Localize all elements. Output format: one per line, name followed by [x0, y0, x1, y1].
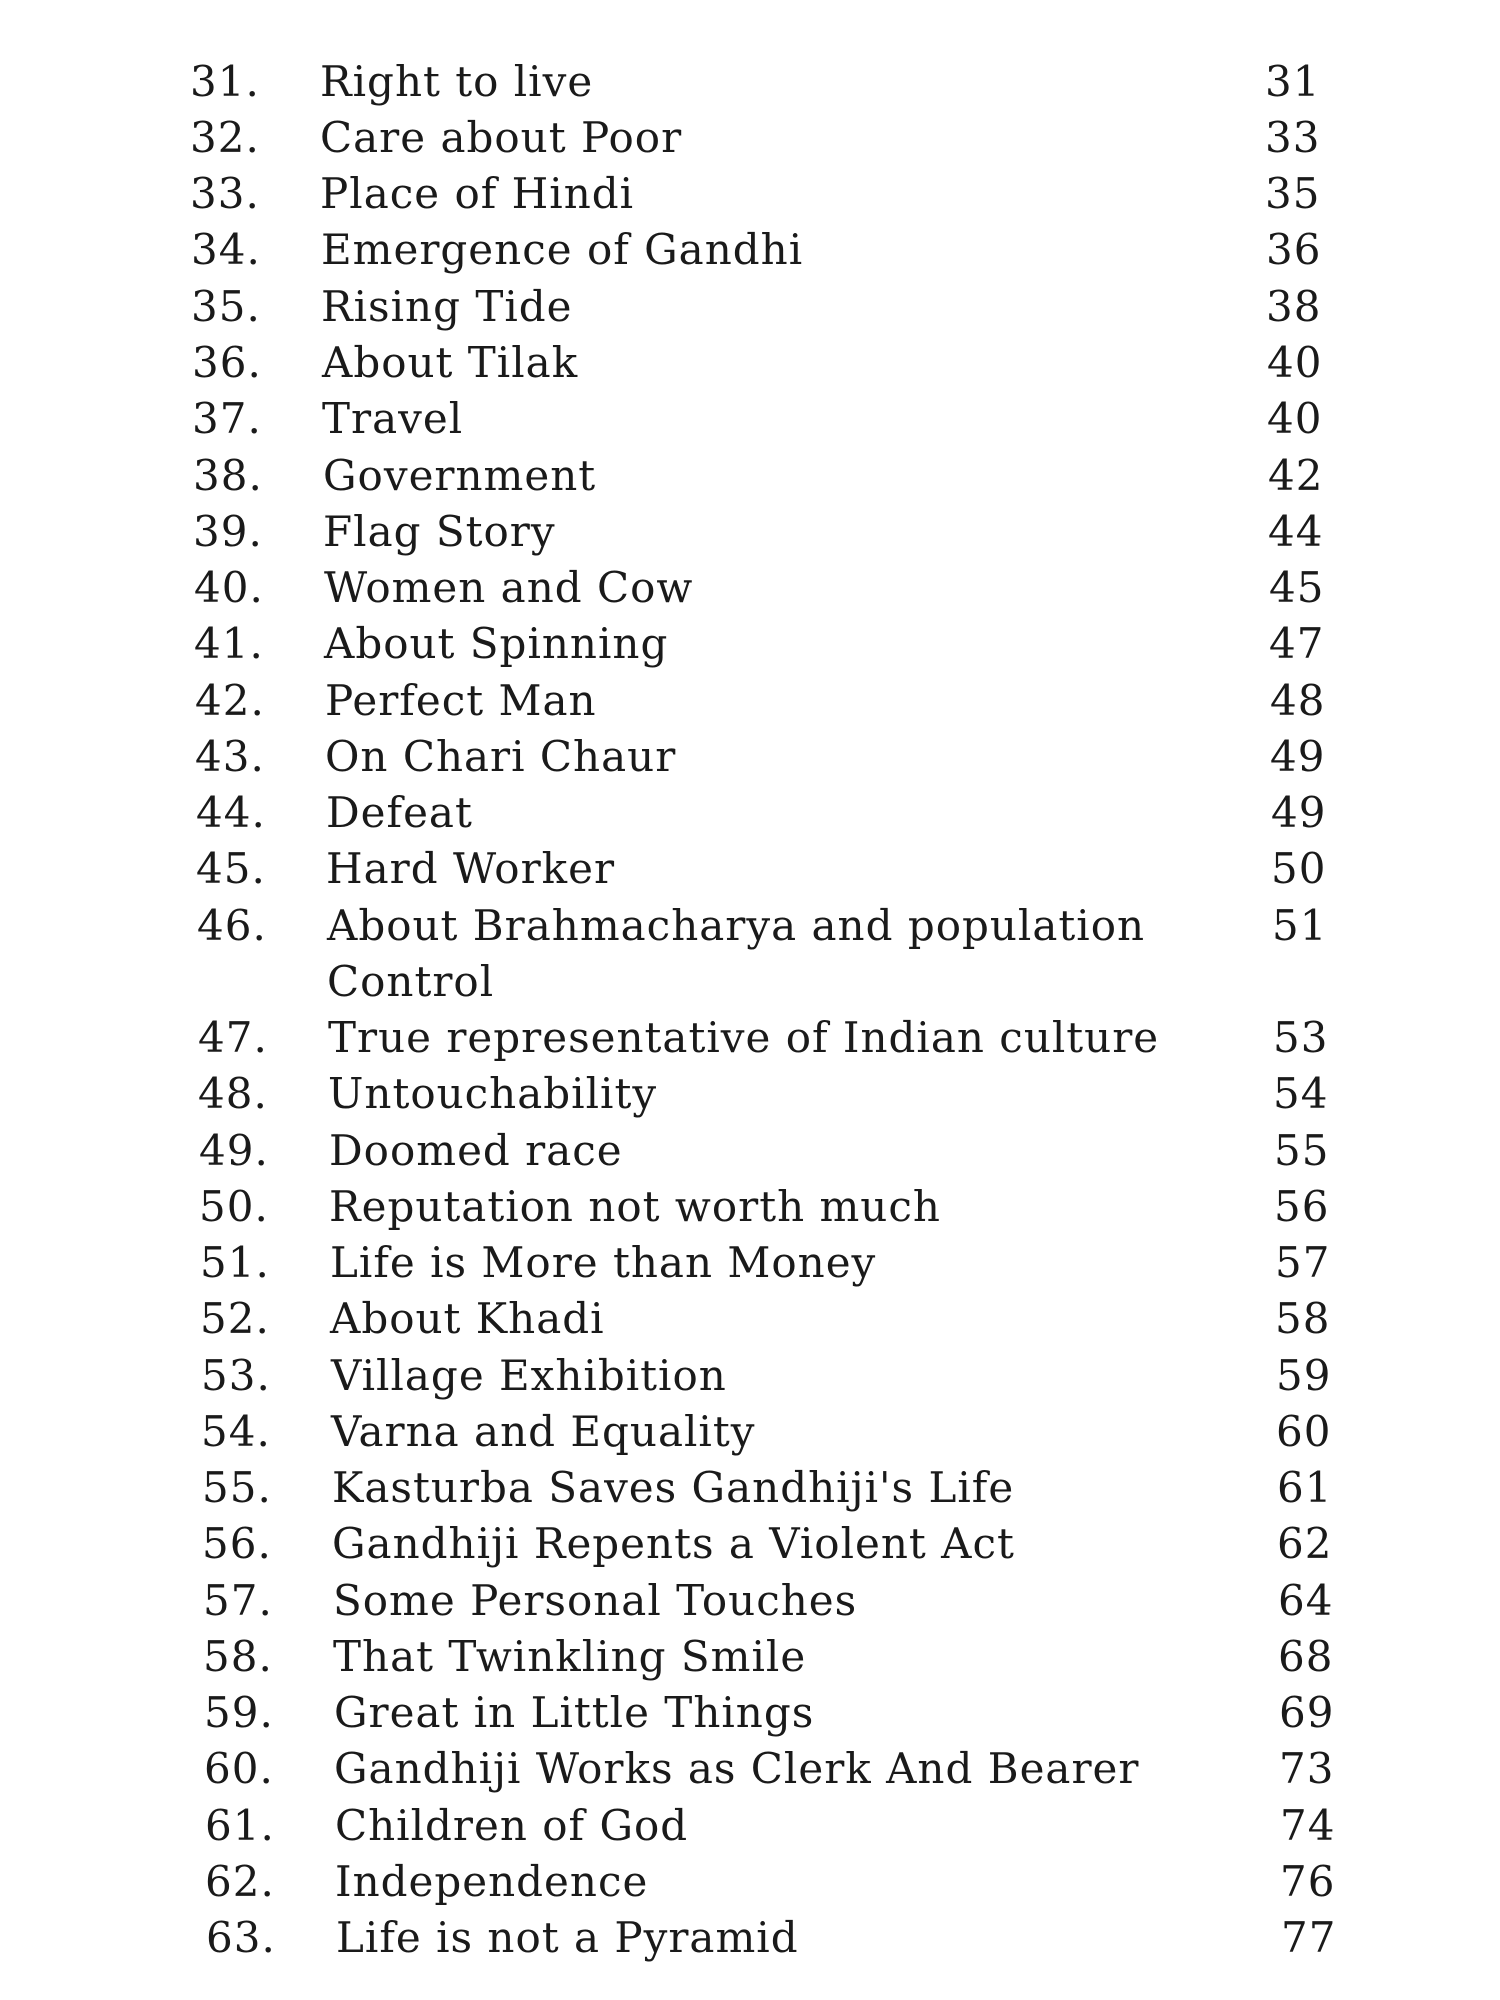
entry-title: Government: [323, 451, 597, 500]
entry-title: Life is More than Money: [330, 1238, 877, 1287]
entry-title: Flag Story: [323, 507, 556, 556]
entry-title: Independence: [335, 1857, 649, 1906]
entry-page: 40: [1267, 394, 1323, 443]
entry-title: Village Exhibition: [331, 1351, 727, 1400]
entry-number: 39.: [193, 507, 263, 556]
entry-page: 42: [1268, 451, 1324, 500]
entry-number: 32.: [190, 113, 260, 162]
entry-number: 58.: [203, 1632, 273, 1681]
entry-title: Kasturba Saves Gandhiji's Life: [332, 1463, 1015, 1512]
entry-page: 59: [1276, 1351, 1332, 1400]
entry-title: True representative of Indian culture: [328, 1013, 1160, 1062]
entry-title: Some Personal Touches: [333, 1576, 858, 1625]
entry-page: 36: [1266, 225, 1322, 274]
entry-title: Place of Hindi: [320, 169, 635, 218]
entry-number: 36.: [192, 338, 262, 387]
entry-number: 50.: [199, 1182, 269, 1231]
entry-page: 58: [1275, 1294, 1331, 1343]
entry-page: 54: [1273, 1069, 1329, 1118]
entry-title: That Twinkling Smile: [333, 1632, 807, 1681]
entry-number: 46.: [197, 901, 267, 950]
entry-number: 49.: [199, 1126, 269, 1175]
entry-number: 31.: [190, 57, 260, 106]
entry-page: 31: [1265, 57, 1321, 106]
entry-title: Care about Poor: [320, 113, 683, 162]
entry-number: 53.: [201, 1351, 271, 1400]
entry-page: 49: [1270, 732, 1326, 781]
entry-number: 40.: [194, 563, 264, 612]
entry-number: 52.: [200, 1294, 270, 1343]
entry-number: 37.: [192, 394, 262, 443]
entry-title: Reputation not worth much: [329, 1182, 941, 1231]
entry-title: Great in Little Things: [334, 1688, 815, 1737]
entry-number: 60.: [204, 1744, 274, 1793]
entry-number: 33.: [190, 169, 260, 218]
entry-page: 47: [1269, 619, 1325, 668]
entry-page: 50: [1271, 844, 1327, 893]
entry-page: 35: [1265, 169, 1321, 218]
entry-title: Perfect Man: [325, 676, 597, 725]
entry-page: 60: [1276, 1407, 1332, 1456]
entry-page: 44: [1268, 507, 1324, 556]
entry-title: Gandhiji Repents a Violent Act: [332, 1519, 1015, 1568]
entry-page: 57: [1275, 1238, 1331, 1287]
entry-title: Untouchability: [328, 1069, 658, 1118]
entry-number: 35.: [191, 282, 261, 331]
entry-number: 47.: [198, 1013, 268, 1062]
entry-number: 45.: [196, 844, 266, 893]
entry-title: Children of God: [335, 1801, 689, 1850]
entry-page: 48: [1270, 676, 1326, 725]
entry-title: About Tilak: [322, 338, 579, 387]
entry-title: Gandhiji Works as Clerk And Bearer: [334, 1744, 1140, 1793]
entry-title: Women and Cow: [324, 563, 694, 612]
entry-page: 40: [1267, 338, 1323, 387]
entry-title: Doomed race: [329, 1126, 623, 1175]
entry-title: Hard Worker: [326, 844, 616, 893]
entry-page: 56: [1274, 1182, 1330, 1231]
entry-number: 61.: [205, 1801, 275, 1850]
entry-page: 53: [1273, 1013, 1329, 1062]
entry-title: On Chari Chaur: [325, 732, 677, 781]
entry-number: 41.: [194, 619, 264, 668]
entry-title: About Spinning: [324, 619, 669, 668]
entry-title: Right to live: [320, 57, 594, 106]
entry-number: 48.: [198, 1069, 268, 1118]
entry-title: Defeat: [326, 788, 473, 837]
entry-page: 68: [1278, 1632, 1334, 1681]
entry-page: 64: [1278, 1576, 1334, 1625]
entry-number: 57.: [203, 1576, 273, 1625]
entry-number: 34.: [191, 225, 261, 274]
entry-title: Varna and Equality: [331, 1407, 756, 1456]
entry-page: 77: [1281, 1913, 1337, 1962]
entry-title: Emergence of Gandhi: [321, 225, 804, 274]
entry-page: 73: [1279, 1744, 1335, 1793]
entry-number: 42.: [195, 676, 265, 725]
entry-page: 69: [1279, 1688, 1335, 1737]
entry-number: 55.: [202, 1463, 272, 1512]
entry-title: Travel: [322, 394, 464, 443]
entry-number: 54.: [201, 1407, 271, 1456]
entry-page: 51: [1272, 901, 1328, 950]
entry-number: 63.: [206, 1913, 276, 1962]
entry-page: 45: [1269, 563, 1325, 612]
entry-title: Life is not a Pyramid: [336, 1913, 799, 1962]
entry-page: 76: [1280, 1857, 1336, 1906]
entry-page: 33: [1265, 113, 1321, 162]
entry-number: 43.: [195, 732, 265, 781]
entry-title: About Brahmacharya and population Control: [327, 901, 1146, 1006]
entry-page: 61: [1277, 1463, 1333, 1512]
entry-number: 44.: [196, 788, 266, 837]
entry-number: 62.: [205, 1857, 275, 1906]
entry-page: 62: [1277, 1519, 1333, 1568]
entry-title: About Khadi: [330, 1294, 605, 1343]
entry-number: 59.: [204, 1688, 274, 1737]
entry-title: Rising Tide: [321, 282, 573, 331]
entry-page: 38: [1266, 282, 1322, 331]
entry-page: 49: [1271, 788, 1327, 837]
entry-page: 74: [1280, 1801, 1336, 1850]
entry-number: 56.: [202, 1519, 272, 1568]
entry-number: 51.: [200, 1238, 270, 1287]
entry-page: 55: [1274, 1126, 1330, 1175]
entry-number: 38.: [193, 451, 263, 500]
